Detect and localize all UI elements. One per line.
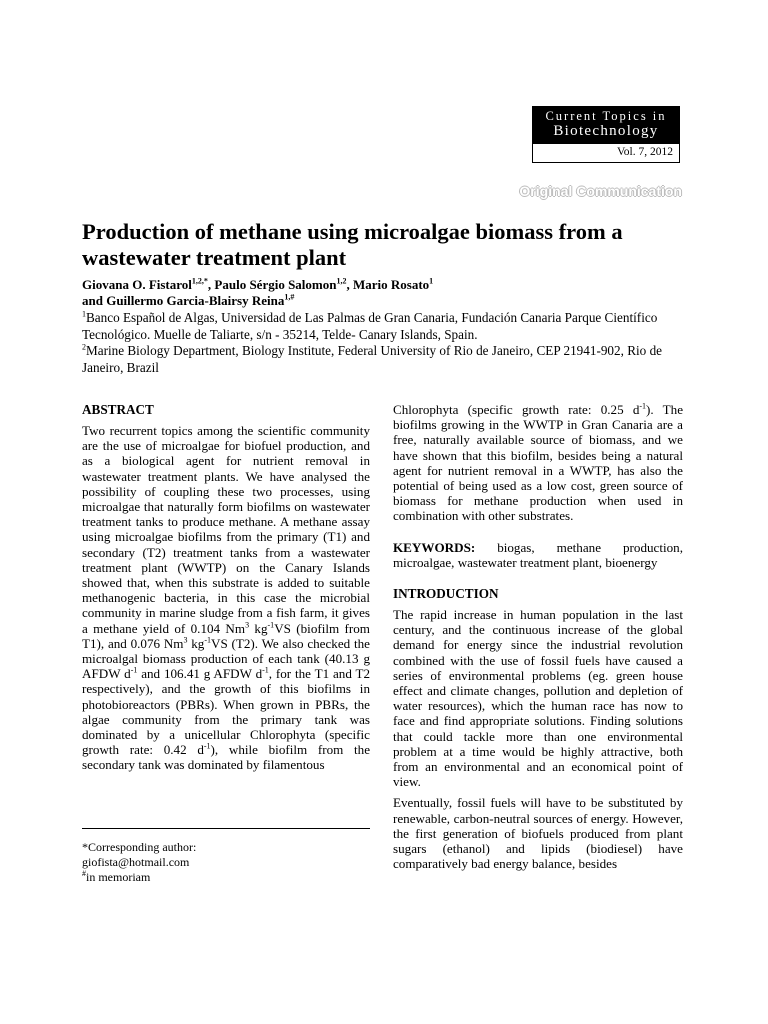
affiliations (82, 310, 682, 376)
author-affiliation-mark: 1 (429, 276, 434, 286)
memoriam-mark: # (82, 869, 86, 878)
introduction-paragraph-2: Eventually, fossil fuels will have to be substituted by renewable, carbon-neutral sources of energy. However, the first generation of biofuels produced from plant sugars (ethanol) and lipids (biodiesel) have comparatively bad energy balance, besides (393, 795, 683, 872)
affiliation-number: 2 (82, 342, 86, 352)
journal-badge (532, 106, 680, 163)
abstract-text-part: Two recurrent topics among the scientific community are the use of microalgae for biofuel production, and as a biological agent for nutrient removal in wastewater treatment plants. We have analysed the possibility of coupling these two processes, using microalgae that naturally form biofilms on wastewater treatment tanks to produce methane. A methane assay using microalgae biofilms from the primary (T1) and secondary (T2) treatment tanks from a wastewater treatment plant (WWTP) on the Canary Islands showed that, when this substrate is added to suitable methanogenic bacteria, in this case the microbial community in marine sludge from a fish farm, it gives a methane yield of 0.104 Nm (82, 423, 370, 636)
author-affiliation-mark: 1,# (284, 292, 295, 302)
unit-exponent: -1 (262, 665, 269, 675)
journal-name (532, 106, 680, 144)
spacer (393, 570, 683, 586)
corresponding-author-label: *Corresponding author: (82, 840, 197, 854)
author-name: and Guillermo Garcia-Blairsy Reina (82, 293, 285, 308)
author-affiliation-mark: 1,2,* (191, 276, 208, 286)
journal-name-line2: Biotechnology (553, 123, 659, 139)
keywords-label: KEYWORDS: (393, 539, 476, 555)
unit-exponent: 3 (245, 620, 250, 630)
unit-exponent: -1 (267, 620, 275, 630)
memoriam-text: in memoriam (86, 870, 151, 884)
abstract-text-part: ). The biofilms growing in the WWTP in Gran Canaria are a free, naturally available source of biomass, and we have shown that this biofilm, besides being a natural agent for nutrient removal in a WWTP, has also the potential of being used as a low cost, green source of biomass for methane production when used in combination with other substrates. (393, 402, 684, 524)
unit-exponent: -1 (639, 401, 647, 411)
affiliation-item (82, 343, 682, 376)
abstract-text-part: kg (187, 635, 205, 651)
unit-exponent: -1 (130, 665, 138, 675)
journal-volume: Vol. 7, 2012 (532, 144, 680, 163)
affiliation-text: Banco Español de Algas, Universidad de Las Palmas de Gran Canaria, Fundación Canaria Parque Científico Tecnológico. Muelle de Taliarte, s/n - 35214, Telde- Canary Islands, Spain. (82, 310, 658, 342)
keywords-text: biogas, methane production, microalgae, wastewater treatment plant, bioenergy (393, 539, 683, 570)
abstract-text-part: Chlorophyta (specific growth rate: 0.25 d (393, 402, 640, 417)
affiliation-item (82, 310, 682, 343)
abstract-text-part: , for the T1 and T2 respectively), and the growth of this biofilms in photobioreactors (PBRs). When grown in PBRs, the algae community from the primary tank was dominated by a unicellular Chlorophyta (specific growth rate: 0.42 d (82, 666, 371, 758)
spacer (393, 524, 683, 540)
right-column (393, 402, 683, 871)
abstract-text-part: and 106.41 g AFDW d (137, 666, 263, 682)
affiliation-number: 1 (82, 309, 86, 319)
paper-title: Production of methane using microalgae biomass from a wastewater treatment plant (82, 219, 623, 270)
abstract-text-part: ), while biofilm from the secondary tank was dominated by filamentous (82, 742, 370, 773)
author-separator: , (346, 277, 353, 292)
introduction-heading: INTRODUCTION (393, 586, 499, 602)
unit-exponent: -1 (204, 635, 212, 645)
author-name: Paulo Sérgio Salomon (214, 277, 337, 292)
introduction-paragraph-1: The rapid increase in human population in the last century, and the continuous increase of the global demand for energy since the industrial revolution combined with the use of fossil fuels have caused a series of environmental problems (eg. green house effect and climate changes, pollution and depletion of water resources), which the human race has now to face and find appropriate solutions. Finding solutions that could tackle more than one environmental problem at a time would be highly attractive, both from an environmental and an economical point of view. (393, 607, 683, 790)
abstract-text-part: VS (T2). We also checked the microalgal biomass production of each tank (40.13 g AFDW d (82, 635, 370, 682)
footnotes (82, 840, 370, 885)
footnote-divider (82, 828, 370, 829)
keywords (393, 540, 683, 570)
abstract-continuation (393, 402, 683, 524)
unit-exponent: 3 (183, 635, 188, 645)
abstract-heading: ABSTRACT (82, 402, 154, 417)
journal-name-line1: Current Topics in (545, 109, 667, 123)
article-type: Original Communication (519, 183, 682, 199)
author-name: Mario Rosato (352, 277, 430, 292)
author-affiliation-mark: 1,2 (336, 276, 347, 286)
author-separator: , (207, 277, 215, 292)
unit-exponent: -1 (203, 741, 211, 751)
affiliation-text: Marine Biology Department, Biology Institute, Federal University of Rio de Janeiro, CEP 21941-902, Rio de Janeiro, Brazil (82, 343, 663, 375)
author-name: Giovana O. Fistarol (82, 277, 192, 292)
memoriam-note (82, 870, 370, 885)
corresponding-email[interactable]: giofista@hotmail.com (82, 855, 190, 869)
author-list (82, 277, 682, 309)
abstract-text-part: kg (249, 620, 268, 636)
abstract-text-part: VS (biofilm from T1), and 0.076 Nm (82, 620, 370, 651)
abstract-text (82, 423, 370, 773)
left-column (82, 402, 370, 773)
